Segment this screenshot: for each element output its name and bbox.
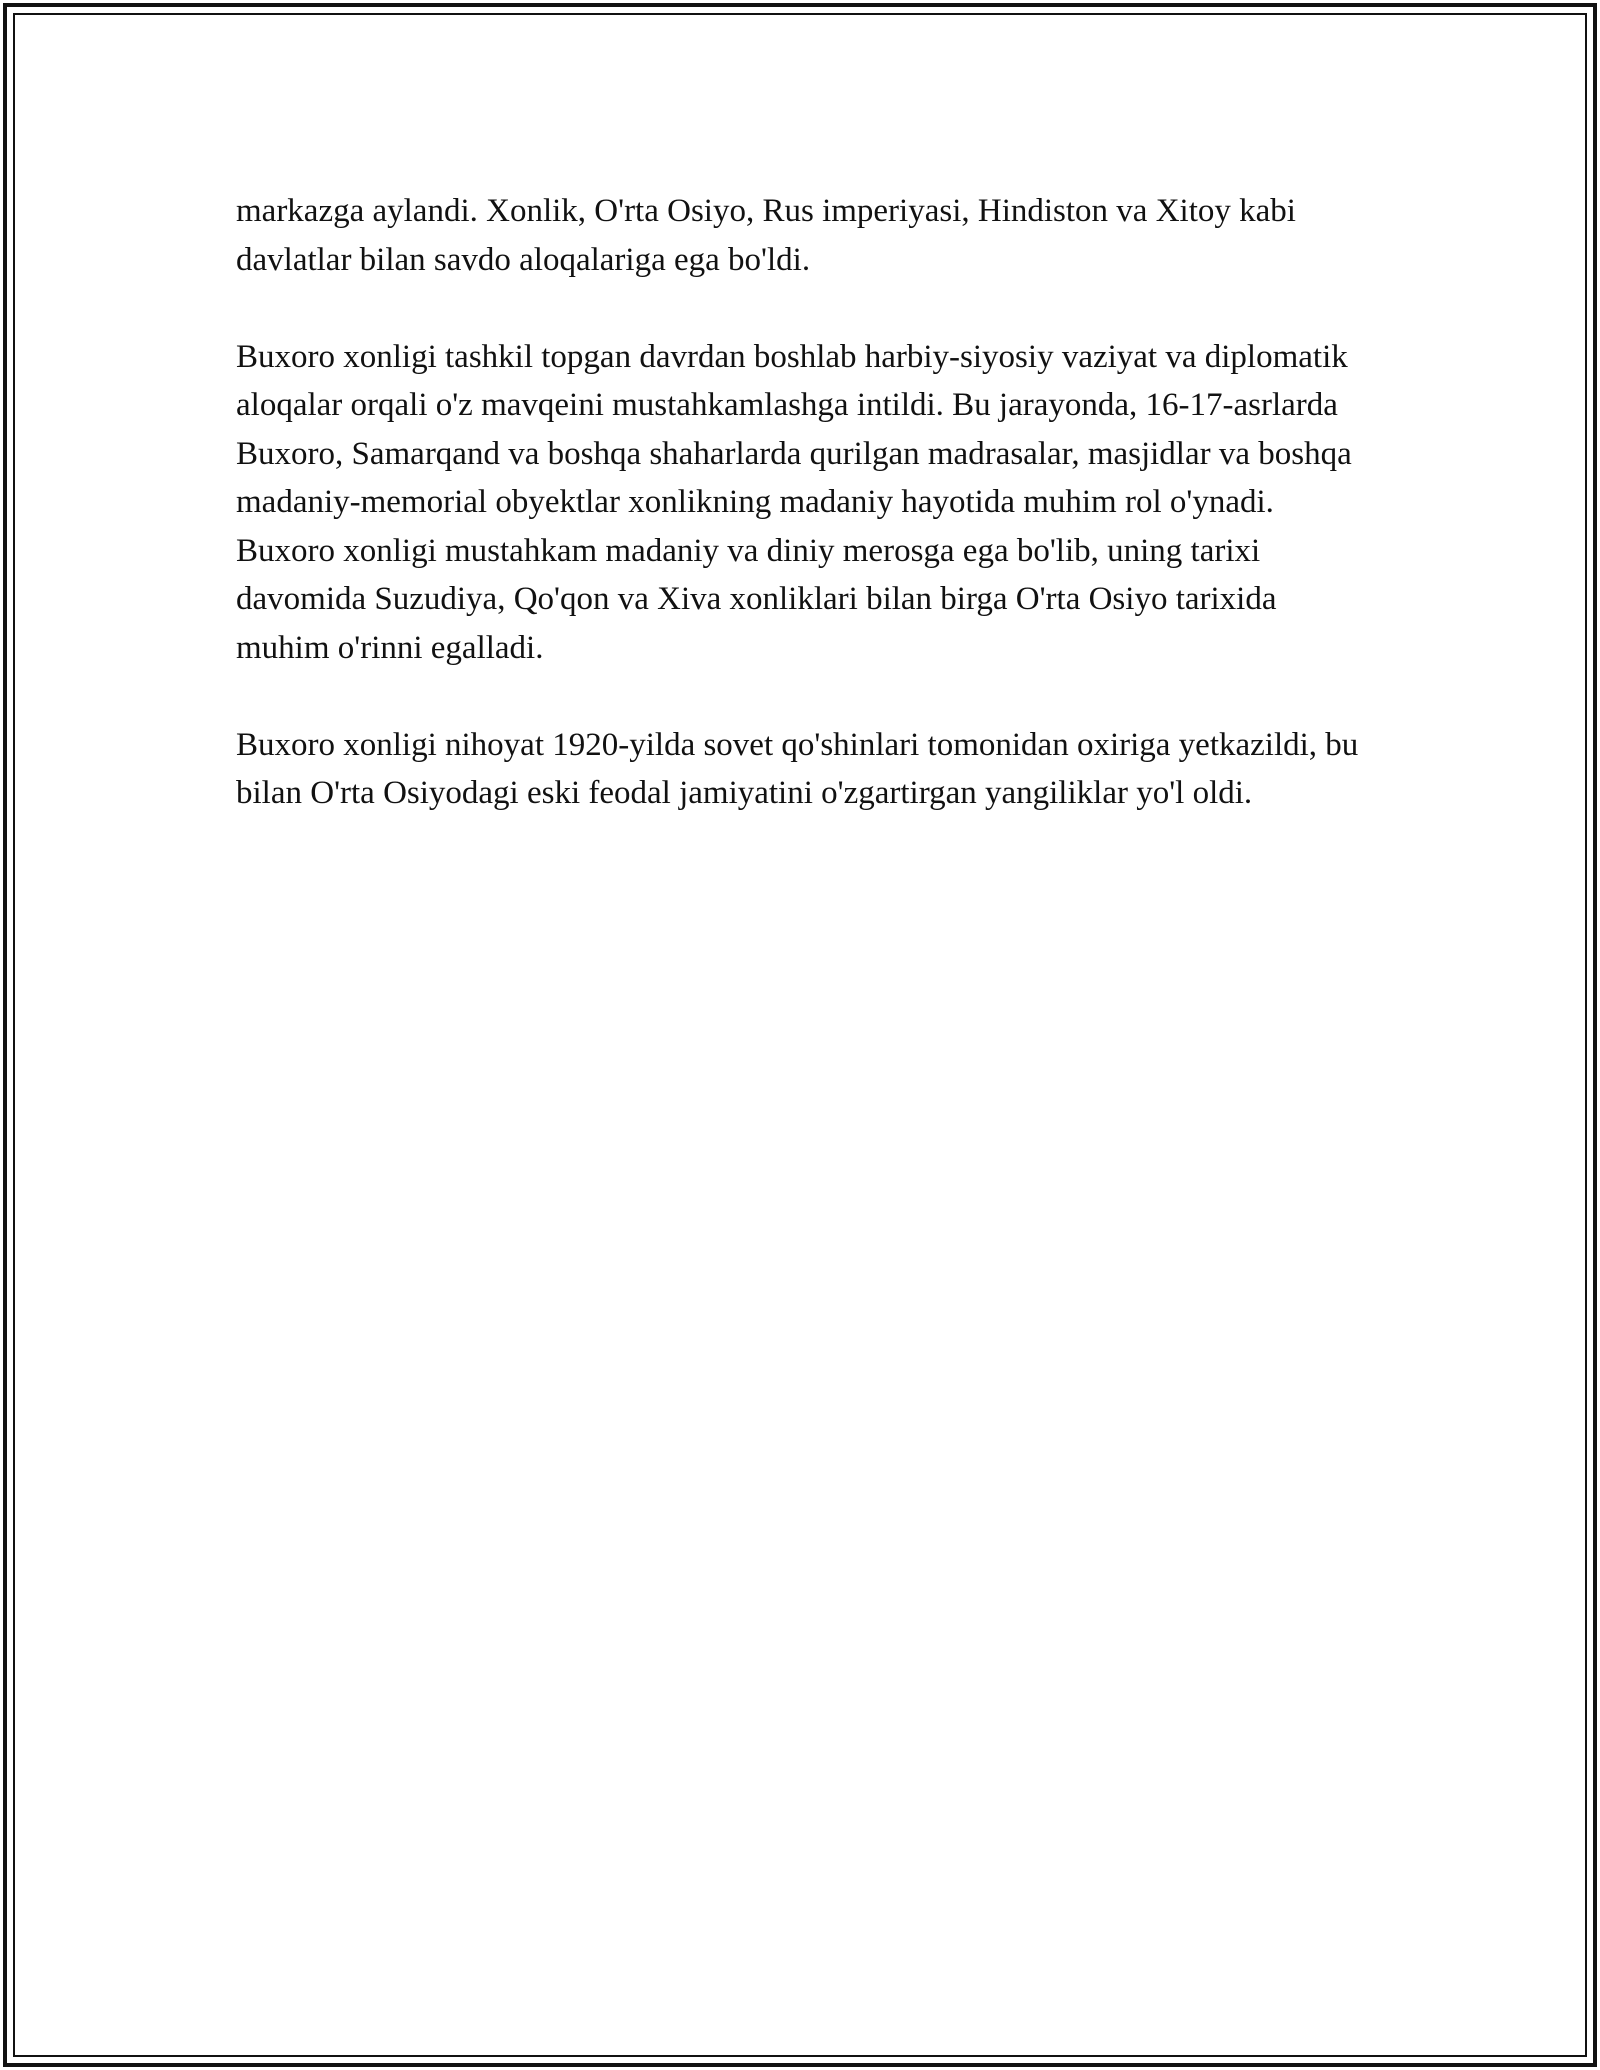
- document-body: [236, 187, 1376, 866]
- paragraph-end-of-khanate: Buxoro xonligi nihoyat 1920-yilda sovet qo'shinlari tomonidan oxiriga yetkazildi, bu bilan O'rta Osiyodagi eski feodal jamiyatini o'zgartirgan yangiliklar yo'l oldi.: [236, 726, 1359, 811]
- paragraph-trade-relations: markazga aylandi. Xonlik, O'rta Osiyo, Rus imperiyasi, Hindiston va Xitoy kabi davlatlar bilan savdo aloqalariga ega bo'ldi.: [236, 193, 1296, 278]
- paragraph-political-cultural-history: Buxoro xonligi tashkil topgan davrdan boshlab harbiy-siyosiy vaziyat va diplomatik aloqalar orqali o'z mavqeini mustahkamlashga intildi. Bu jarayonda, 16-17-asrlarda Buxoro, Samarqand va boshqa shaharlarda qurilgan madrasalar, masjidlar va boshqa madaniy-memorial obyektlar xonlikning madaniy hayotida muhim rol o'ynadi. Buxoro xonligi mustahkam madaniy va diniy merosga ega bo'lib, uning tarixi davomida Suzudiya, Qo'qon va Xiva xonliklari bilan birga O'rta Osiyo tarixida muhim o'rinni egalladi.: [236, 338, 1352, 666]
